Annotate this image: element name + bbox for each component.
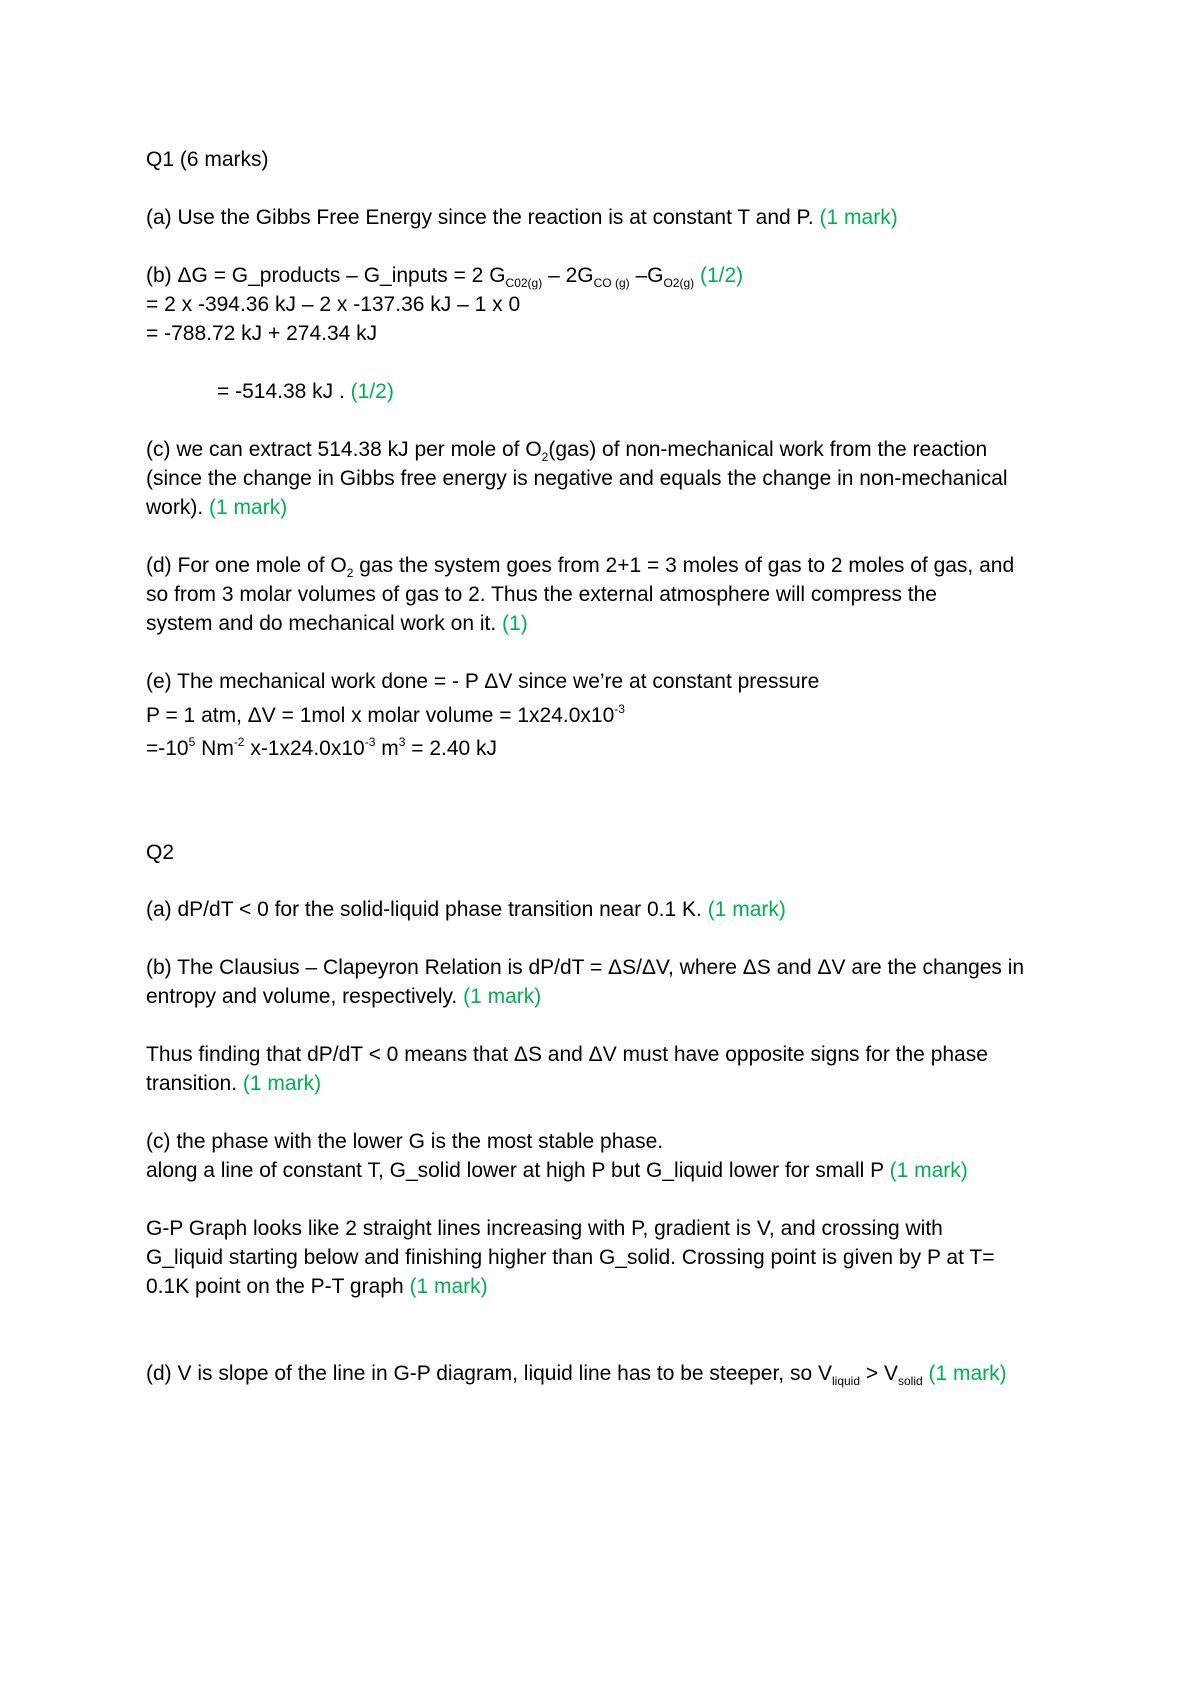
q1-part-d-line1: (d) For one mole of $O_2$ gas the system goes from 2+1 = 3 moles of gas to 2 moles of gas, and	[146, 554, 1015, 580]
q1-heading: Q1 (6 marks)	[146, 148, 269, 171]
q1-part-c-line2: (since the change in Gibbs free energy is negative and equals the change in non-mechanical	[146, 467, 1008, 490]
q1-part-b-line1: (b) ΔG = G_products – G_inputs = 2 $G_{C02(g)} - 2G_{CO (g)}$ $-G_{O2(g)}$ (1/2)	[146, 264, 744, 290]
q1-part-e-line2: P = 1 atm, ΔV = 1mol x molar volume = $1x24.0x10^{-3}$	[146, 702, 625, 727]
mark-label: (1 mark)	[889, 1159, 968, 1182]
q1-part-b-line3: = -788.72 kJ + 274.34 kJ	[146, 322, 378, 345]
q1-part-e-line1: (e) The mechanical work done = - P ΔV since we’re at constant pressure	[146, 670, 820, 693]
q2-part-d: (d) V is slope of the line in G-P diagram, liquid line has to be steeper, so $V_{liquid} > V_{solid}$ (1 mark)	[146, 1362, 1007, 1388]
mark-label: (1 mark)	[242, 1072, 322, 1095]
q1-part-d-line3: system and do mechanical work on it. (1)	[146, 612, 528, 635]
mark-label: (1 mark)	[707, 898, 786, 921]
q1-part-b-result: = -514.38 kJ . (1/2)	[217, 380, 394, 403]
q2-part-b-line2: entropy and volume, respectively. (1 mark)	[146, 985, 542, 1008]
q1-part-c-line1: (c) we can extract 514.38 kJ per mole of $O_2(gas)$ of non-mechanical work from the reaction	[146, 438, 988, 464]
q1-part-d-line2: so from 3 molar volumes of gas to 2. Thus the external atmosphere will compress the	[146, 583, 937, 606]
mark-label: (1)	[502, 612, 528, 635]
q2-part-c-line5: 0.1K point on the P-T graph (1 mark)	[146, 1275, 488, 1298]
q2-part-a: (a) dP/dT < 0 for the solid-liquid phase transition near 0.1 K. (1 mark)	[146, 898, 786, 921]
q1-part-c-line3: work). (1 mark)	[146, 496, 288, 519]
q2-part-c-line1: (c) the phase with the lower G is the most stable phase.	[146, 1130, 664, 1153]
q2-part-c-line3: G-P Graph looks like 2 straight lines increasing with P, gradient is V, and crossing with	[146, 1217, 943, 1240]
q2-part-b-line1: (b) The Clausius – Clapeyron Relation is dP/dT = ΔS/ΔV, where ΔS and ΔV are the changes in	[146, 956, 1025, 979]
q1-part-e-line3: $=-10^5$ $Nm^{-2}$ $x-1x24.0x10^{-3}$ $m^3 = 2.40$ kJ	[146, 735, 498, 760]
q2-part-c-line2: along a line of constant T, G_solid lower at high P but G_liquid lower for small P (1 mark)	[146, 1159, 968, 1182]
mark-label: (1 mark)	[463, 985, 542, 1008]
q2-part-b-line4: transition. (1 mark)	[146, 1072, 322, 1095]
mark-label: (1 mark)	[922, 1362, 1007, 1385]
mark-label: (1 mark)	[209, 496, 288, 519]
q2-heading: Q2	[146, 841, 175, 864]
q2-part-c-line4: G_liquid starting below and finishing higher than G_solid. Crossing point is given by P at T=	[146, 1246, 995, 1269]
mark-label: (1 mark)	[819, 206, 898, 229]
q1-part-b-line2: = 2 x -394.36 kJ – 2 x -137.36 kJ – 1 x 0	[146, 293, 521, 316]
mark-label: (1 mark)	[409, 1275, 488, 1298]
q2-part-b-line3: Thus finding that dP/dT < 0 means that ΔS and ΔV must have opposite signs for the phase	[146, 1043, 988, 1066]
mark-label: (1/2)	[350, 380, 394, 403]
mark-label: (1/2)	[700, 264, 744, 287]
q1-part-a: (a) Use the Gibbs Free Energy since the reaction is at constant T and P. (1 mark)	[146, 206, 898, 229]
